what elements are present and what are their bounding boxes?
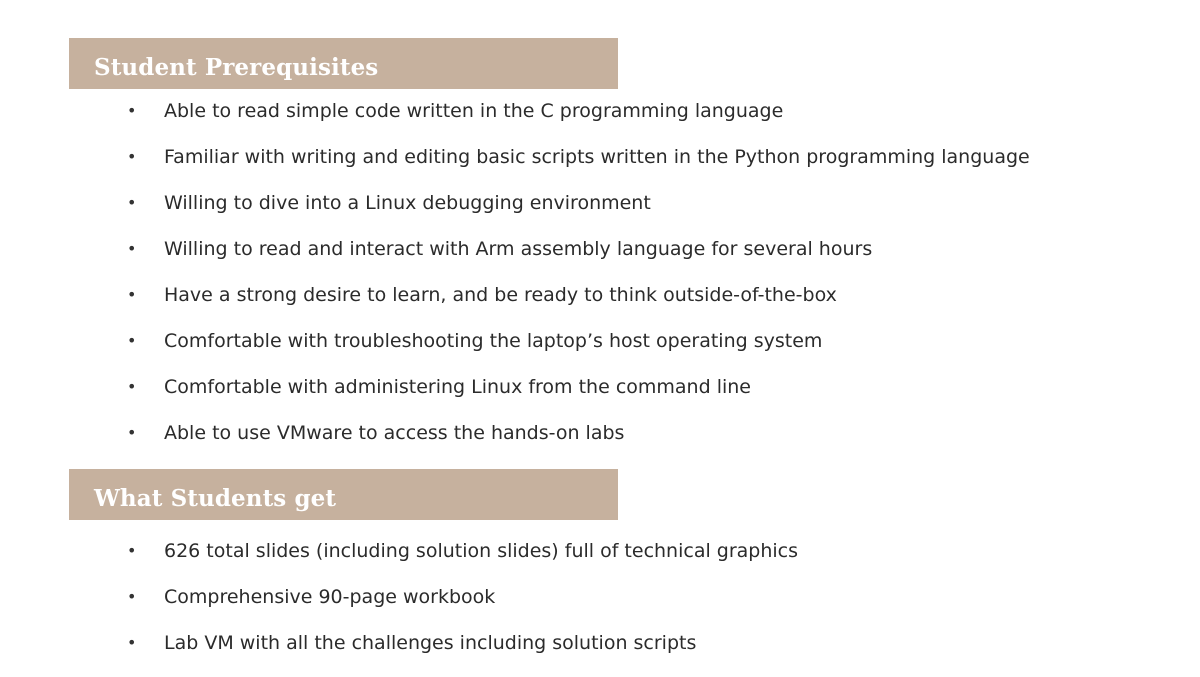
list-item-text: Comfortable with troubleshooting the laptop’s host operating system (164, 330, 823, 352)
bullet-icon: • (127, 193, 137, 212)
list-item (0, 585, 1200, 631)
list-item (0, 145, 1200, 191)
list-item (0, 539, 1200, 585)
bullet-icon: • (127, 101, 137, 120)
bullet-icon: • (127, 377, 137, 396)
section-title: What Students get (94, 485, 337, 512)
what-students-get-list (0, 539, 1200, 677)
list-item-text: Familiar with writing and editing basic scripts written in the Python programming language (164, 146, 1030, 168)
list-item-text: 626 total slides (including solution slides) full of technical graphics (164, 540, 799, 562)
bullet-icon: • (127, 587, 137, 606)
list-item-text: Lab VM with all the challenges including solution scripts (164, 632, 697, 654)
bullet-icon: • (127, 541, 137, 560)
list-item-text: Able to use VMware to access the hands-on labs (164, 422, 625, 444)
list-item-text: Comfortable with administering Linux from the command line (164, 376, 751, 398)
bullet-icon: • (127, 239, 137, 258)
list-item (0, 191, 1200, 237)
list-item-text: Comprehensive 90-page workbook (164, 586, 496, 608)
list-item (0, 631, 1200, 677)
section-title: Student Prerequisites (94, 54, 379, 81)
section-header-student-prerequisites (69, 38, 618, 89)
list-item (0, 99, 1200, 145)
list-item-text: Able to read simple code written in the C programming language (164, 100, 784, 122)
list-item-text: Willing to dive into a Linux debugging environment (164, 192, 651, 214)
bullet-icon: • (127, 285, 137, 304)
list-item (0, 283, 1200, 329)
list-item (0, 329, 1200, 375)
prerequisites-list (0, 99, 1200, 467)
bullet-icon: • (127, 423, 137, 442)
bullet-icon: • (127, 633, 137, 652)
list-item (0, 421, 1200, 467)
list-item (0, 375, 1200, 421)
section-header-what-students-get (69, 469, 618, 520)
list-item-text: Have a strong desire to learn, and be ready to think outside-of-the-box (164, 284, 837, 306)
list-item (0, 237, 1200, 283)
bullet-icon: • (127, 147, 137, 166)
bullet-icon: • (127, 331, 137, 350)
list-item-text: Willing to read and interact with Arm assembly language for several hours (164, 238, 873, 260)
